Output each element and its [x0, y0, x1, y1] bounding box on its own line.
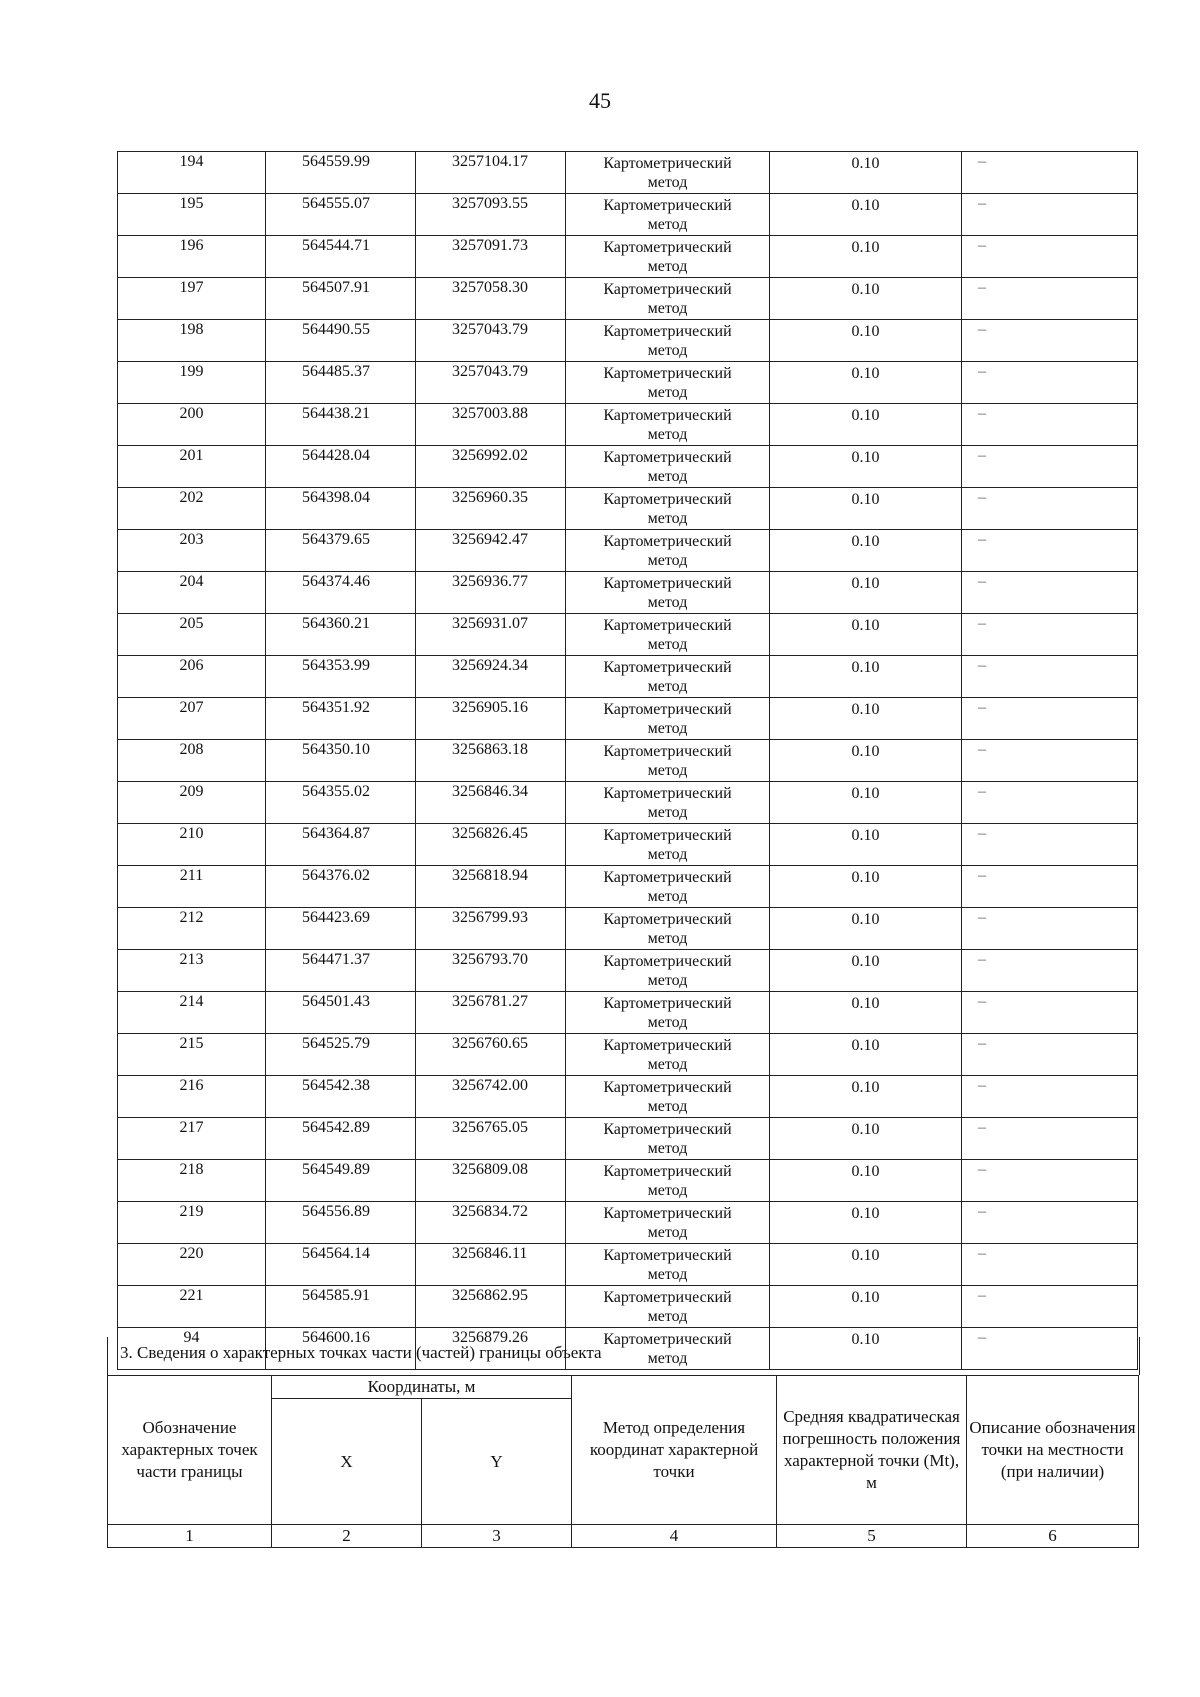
coord-x: 564559.99	[266, 152, 416, 194]
method-line-2: метод	[647, 1266, 688, 1283]
point-number: 218	[118, 1160, 266, 1202]
point-number: 215	[118, 1034, 266, 1076]
point-number: 202	[118, 488, 266, 530]
coordinates-table	[117, 151, 1138, 1370]
method-line-1: Картометрический	[603, 701, 732, 718]
description: –	[962, 488, 1138, 530]
coord-x: 564564.14	[266, 1244, 416, 1286]
description: –	[962, 656, 1138, 698]
method-line-2: метод	[647, 1014, 688, 1031]
coord-x: 564376.02	[266, 866, 416, 908]
method-line-1: Картометрический	[603, 1247, 732, 1264]
table-row	[118, 1244, 1138, 1286]
coord-y: 3256879.26	[416, 1328, 566, 1370]
point-number: 209	[118, 782, 266, 824]
error-value: 0.10	[770, 446, 962, 488]
table-row	[118, 1286, 1138, 1328]
coord-x: 564471.37	[266, 950, 416, 992]
error-value: 0.10	[770, 782, 962, 824]
point-number: 194	[118, 152, 266, 194]
description: –	[962, 908, 1138, 950]
coord-y: 3257104.17	[416, 152, 566, 194]
method-line-1: Картометрический	[603, 1331, 732, 1348]
table-row	[118, 992, 1138, 1034]
point-number: 220	[118, 1244, 266, 1286]
method-line-2: метод	[647, 384, 688, 401]
description: –	[962, 740, 1138, 782]
table-row	[118, 1160, 1138, 1202]
method	[566, 320, 770, 362]
table-row	[118, 446, 1138, 488]
point-number: 210	[118, 824, 266, 866]
coord-x: 564398.04	[266, 488, 416, 530]
coord-y: 3256905.16	[416, 698, 566, 740]
description: –	[962, 950, 1138, 992]
method	[566, 1286, 770, 1328]
header-method: Метод определения координат характерной точки	[572, 1376, 777, 1525]
point-number: 203	[118, 530, 266, 572]
method	[566, 740, 770, 782]
method-line-1: Картометрический	[603, 365, 732, 382]
error-value: 0.10	[770, 236, 962, 278]
table-row	[118, 236, 1138, 278]
description: –	[962, 530, 1138, 572]
method-line-2: метод	[647, 1224, 688, 1241]
method-line-1: Картометрический	[603, 617, 732, 634]
coord-x: 564438.21	[266, 404, 416, 446]
method-line-1: Картометрический	[603, 575, 732, 592]
coord-y: 3256834.72	[416, 1202, 566, 1244]
table-row	[118, 1118, 1138, 1160]
error-value: 0.10	[770, 1328, 962, 1370]
error-value: 0.10	[770, 362, 962, 404]
coord-y: 3256863.18	[416, 740, 566, 782]
point-number: 196	[118, 236, 266, 278]
section-3-header-table	[107, 1375, 1139, 1548]
point-number: 208	[118, 740, 266, 782]
error-value: 0.10	[770, 698, 962, 740]
table-row	[118, 152, 1138, 194]
description: –	[962, 362, 1138, 404]
point-number: 198	[118, 320, 266, 362]
coord-y: 3256781.27	[416, 992, 566, 1034]
col-number-5: 5	[777, 1525, 967, 1548]
method	[566, 782, 770, 824]
table-row	[118, 572, 1138, 614]
description: –	[962, 866, 1138, 908]
method-line-1: Картометрический	[603, 995, 732, 1012]
description: –	[962, 1328, 1138, 1370]
coord-y: 3256799.93	[416, 908, 566, 950]
point-number: 195	[118, 194, 266, 236]
method	[566, 992, 770, 1034]
table-row	[118, 824, 1138, 866]
table-row	[118, 530, 1138, 572]
method-line-2: метод	[647, 216, 688, 233]
method-line-2: метод	[647, 762, 688, 779]
description: –	[962, 824, 1138, 866]
col-number-2: 2	[272, 1525, 422, 1548]
table-row	[118, 194, 1138, 236]
point-number: 201	[118, 446, 266, 488]
method-line-1: Картометрический	[603, 1205, 732, 1222]
method	[566, 362, 770, 404]
description: –	[962, 194, 1138, 236]
method-line-2: метод	[647, 636, 688, 653]
table-row	[118, 866, 1138, 908]
method-line-2: метод	[647, 1350, 688, 1367]
method-line-2: метод	[647, 720, 688, 737]
table-row	[118, 362, 1138, 404]
point-number: 94	[118, 1328, 266, 1370]
method-line-1: Картометрический	[603, 491, 732, 508]
coord-x: 564525.79	[266, 1034, 416, 1076]
coord-x: 564542.38	[266, 1076, 416, 1118]
method	[566, 1118, 770, 1160]
coord-y: 3256846.11	[416, 1244, 566, 1286]
method	[566, 488, 770, 530]
coord-y: 3256862.95	[416, 1286, 566, 1328]
header-y: Y	[422, 1399, 572, 1525]
method	[566, 446, 770, 488]
coord-y: 3256818.94	[416, 866, 566, 908]
error-value: 0.10	[770, 404, 962, 446]
coord-x: 564507.91	[266, 278, 416, 320]
description: –	[962, 1034, 1138, 1076]
point-number: 207	[118, 698, 266, 740]
coord-x: 564355.02	[266, 782, 416, 824]
method-line-2: метод	[647, 258, 688, 275]
coord-x: 564428.04	[266, 446, 416, 488]
method	[566, 866, 770, 908]
coord-y: 3256924.34	[416, 656, 566, 698]
point-number: 199	[118, 362, 266, 404]
error-value: 0.10	[770, 1034, 962, 1076]
method	[566, 236, 770, 278]
coord-x: 564351.92	[266, 698, 416, 740]
header-x: X	[272, 1399, 422, 1525]
method	[566, 152, 770, 194]
error-value: 0.10	[770, 1160, 962, 1202]
error-value: 0.10	[770, 992, 962, 1034]
error-value: 0.10	[770, 614, 962, 656]
method-line-1: Картометрический	[603, 827, 732, 844]
method-line-2: метод	[647, 1308, 688, 1325]
method-line-2: метод	[647, 510, 688, 527]
point-number: 211	[118, 866, 266, 908]
method	[566, 950, 770, 992]
point-number: 217	[118, 1118, 266, 1160]
table-row	[118, 908, 1138, 950]
coord-y: 3256846.34	[416, 782, 566, 824]
col-number-6: 6	[967, 1525, 1139, 1548]
coord-y: 3256992.02	[416, 446, 566, 488]
error-value: 0.10	[770, 194, 962, 236]
point-number: 221	[118, 1286, 266, 1328]
method	[566, 530, 770, 572]
coord-y: 3257058.30	[416, 278, 566, 320]
method-line-1: Картометрический	[603, 407, 732, 424]
table-row	[118, 740, 1138, 782]
error-value: 0.10	[770, 278, 962, 320]
table-row	[118, 1076, 1138, 1118]
table-row	[118, 1034, 1138, 1076]
error-value: 0.10	[770, 950, 962, 992]
method-line-1: Картометрический	[603, 449, 732, 466]
method-line-2: метод	[647, 174, 688, 191]
coord-x: 564542.89	[266, 1118, 416, 1160]
coord-y: 3256793.70	[416, 950, 566, 992]
description: –	[962, 1286, 1138, 1328]
method-line-1: Картометрический	[603, 1121, 732, 1138]
point-number: 200	[118, 404, 266, 446]
method-line-2: метод	[647, 594, 688, 611]
description: –	[962, 152, 1138, 194]
coord-x: 564360.21	[266, 614, 416, 656]
error-value: 0.10	[770, 740, 962, 782]
method-line-2: метод	[647, 1056, 688, 1073]
coord-y: 3257043.79	[416, 362, 566, 404]
description: –	[962, 1244, 1138, 1286]
method-line-2: метод	[647, 1182, 688, 1199]
method	[566, 194, 770, 236]
error-value: 0.10	[770, 1286, 962, 1328]
method	[566, 908, 770, 950]
error-value: 0.10	[770, 530, 962, 572]
coord-x: 564423.69	[266, 908, 416, 950]
point-number: 205	[118, 614, 266, 656]
method-line-2: метод	[647, 804, 688, 821]
method-line-1: Картометрический	[603, 323, 732, 340]
method	[566, 404, 770, 446]
table-row	[118, 320, 1138, 362]
method-line-1: Картометрический	[603, 869, 732, 886]
col-number-1: 1	[108, 1525, 272, 1548]
coord-x: 564585.91	[266, 1286, 416, 1328]
coord-x: 564374.46	[266, 572, 416, 614]
method-line-2: метод	[647, 300, 688, 317]
coord-x: 564549.89	[266, 1160, 416, 1202]
table-row	[118, 950, 1138, 992]
method	[566, 656, 770, 698]
coord-y: 3256936.77	[416, 572, 566, 614]
coord-y: 3256742.00	[416, 1076, 566, 1118]
coord-y: 3257093.55	[416, 194, 566, 236]
coord-x: 564364.87	[266, 824, 416, 866]
header-description: Описание обозначения точки на местности (при наличии)	[967, 1376, 1139, 1525]
method	[566, 614, 770, 656]
coord-y: 3256765.05	[416, 1118, 566, 1160]
method-line-2: метод	[647, 972, 688, 989]
coord-x: 564555.07	[266, 194, 416, 236]
method-line-1: Картометрический	[603, 239, 732, 256]
method	[566, 1076, 770, 1118]
method-line-2: метод	[647, 1140, 688, 1157]
point-number: 212	[118, 908, 266, 950]
point-number: 204	[118, 572, 266, 614]
error-value: 0.10	[770, 488, 962, 530]
coord-x: 564501.43	[266, 992, 416, 1034]
table-row	[118, 278, 1138, 320]
method	[566, 1202, 770, 1244]
header-designation: Обозначение характерных точек части границы	[108, 1376, 272, 1525]
coord-x: 564485.37	[266, 362, 416, 404]
point-number: 216	[118, 1076, 266, 1118]
error-value: 0.10	[770, 1244, 962, 1286]
description: –	[962, 236, 1138, 278]
method-line-1: Картометрический	[603, 743, 732, 760]
description: –	[962, 1160, 1138, 1202]
coord-x: 564353.99	[266, 656, 416, 698]
method	[566, 572, 770, 614]
table-row	[118, 1202, 1138, 1244]
method-line-1: Картометрический	[603, 1037, 732, 1054]
section-3-title: 3. Сведения о характерных точках части (частей) границы объекта	[120, 1343, 602, 1362]
method-line-1: Картометрический	[603, 1163, 732, 1180]
coord-x: 564379.65	[266, 530, 416, 572]
point-number: 206	[118, 656, 266, 698]
error-value: 0.10	[770, 824, 962, 866]
coord-x: 564600.16	[266, 1328, 416, 1370]
method-line-2: метод	[647, 552, 688, 569]
description: –	[962, 1202, 1138, 1244]
table-row	[118, 698, 1138, 740]
coord-x: 564350.10	[266, 740, 416, 782]
method-line-1: Картометрический	[603, 785, 732, 802]
method-line-1: Картометрический	[603, 1079, 732, 1096]
coord-y: 3257003.88	[416, 404, 566, 446]
error-value: 0.10	[770, 866, 962, 908]
description: –	[962, 1076, 1138, 1118]
header-coords: Координаты, м	[272, 1376, 572, 1399]
coord-y: 3256931.07	[416, 614, 566, 656]
method	[566, 278, 770, 320]
method-line-1: Картометрический	[603, 197, 732, 214]
method	[566, 1160, 770, 1202]
method-line-2: метод	[647, 930, 688, 947]
description: –	[962, 698, 1138, 740]
error-value: 0.10	[770, 908, 962, 950]
col-number-4: 4	[572, 1525, 777, 1548]
method-line-2: метод	[647, 846, 688, 863]
table-row	[118, 782, 1138, 824]
description: –	[962, 992, 1138, 1034]
table-row	[118, 614, 1138, 656]
description: –	[962, 614, 1138, 656]
method-line-2: метод	[647, 1098, 688, 1115]
description: –	[962, 1118, 1138, 1160]
col-number-3: 3	[422, 1525, 572, 1548]
coord-y: 3256760.65	[416, 1034, 566, 1076]
method-line-2: метод	[647, 468, 688, 485]
table-row	[118, 404, 1138, 446]
error-value: 0.10	[770, 320, 962, 362]
header-error: Средняя квадратическая погрешность положения характерной точки (Mt), м	[777, 1376, 967, 1525]
error-value: 0.10	[770, 152, 962, 194]
method-line-1: Картометрический	[603, 911, 732, 928]
method-line-2: метод	[647, 678, 688, 695]
method-line-1: Картометрический	[603, 281, 732, 298]
method-line-1: Картометрический	[603, 953, 732, 970]
coord-y: 3256826.45	[416, 824, 566, 866]
coord-x: 564556.89	[266, 1202, 416, 1244]
table-row	[118, 488, 1138, 530]
method	[566, 1244, 770, 1286]
point-number: 219	[118, 1202, 266, 1244]
table-row	[118, 656, 1138, 698]
description: –	[962, 446, 1138, 488]
description: –	[962, 320, 1138, 362]
error-value: 0.10	[770, 1118, 962, 1160]
method-line-1: Картометрический	[603, 533, 732, 550]
coord-y: 3256960.35	[416, 488, 566, 530]
point-number: 213	[118, 950, 266, 992]
method	[566, 1034, 770, 1076]
method	[566, 698, 770, 740]
method-line-2: метод	[647, 426, 688, 443]
page-number: 45	[589, 88, 611, 113]
error-value: 0.10	[770, 572, 962, 614]
method-line-1: Картометрический	[603, 155, 732, 172]
method-line-1: Картометрический	[603, 1289, 732, 1306]
point-number: 197	[118, 278, 266, 320]
coord-x: 564544.71	[266, 236, 416, 278]
coord-y: 3256809.08	[416, 1160, 566, 1202]
coord-y: 3256942.47	[416, 530, 566, 572]
description: –	[962, 572, 1138, 614]
point-number: 214	[118, 992, 266, 1034]
description: –	[962, 278, 1138, 320]
error-value: 0.10	[770, 656, 962, 698]
description: –	[962, 782, 1138, 824]
error-value: 0.10	[770, 1076, 962, 1118]
method	[566, 824, 770, 866]
coord-y: 3257091.73	[416, 236, 566, 278]
coord-y: 3257043.79	[416, 320, 566, 362]
coord-x: 564490.55	[266, 320, 416, 362]
method-line-2: метод	[647, 888, 688, 905]
error-value: 0.10	[770, 1202, 962, 1244]
method-line-1: Картометрический	[603, 659, 732, 676]
description: –	[962, 404, 1138, 446]
method-line-2: метод	[647, 342, 688, 359]
